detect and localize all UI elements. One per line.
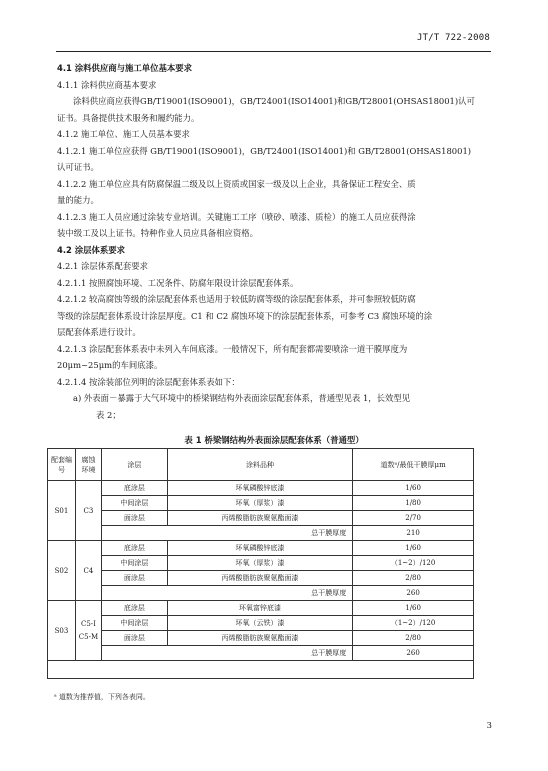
coating-layer: 中间涂层: [101, 496, 167, 511]
coating-product: 环氧（厚浆）漆: [167, 496, 352, 511]
body-line: 4.2.1 涂层体系配套要求: [57, 261, 148, 271]
system-code: S01: [48, 481, 76, 541]
coating-layer: 面涂层: [101, 631, 167, 646]
header-rule: [56, 51, 491, 52]
header-env: 腐蚀环境: [75, 449, 101, 481]
coating-product: 环氧磷酸锌底漆: [167, 541, 352, 556]
coating-layer: 底涂层: [101, 541, 167, 556]
body-line: 20μm~25μm的车间底漆。: [57, 360, 163, 370]
coating-layer: 面涂层: [101, 511, 167, 526]
table-footnote: ᵃ 道数为推荐值，下列各表同。: [54, 693, 150, 701]
coats-thickness: （1~2）/120: [353, 616, 474, 631]
coating-product: 丙烯酸脂肪族聚氨酯面漆: [167, 511, 352, 526]
table-row: [48, 616, 474, 631]
system-code: S03: [48, 601, 76, 661]
body-line: 4.1.2.3 施工人员应通过涂装专业培训。关键施工工序（喷砂、喷漆、质检）的施工人员应获得涂: [57, 212, 416, 222]
coats-thickness: （1~2）/120: [353, 556, 474, 571]
body-line: 装中级工及以上证书。特种作业人员应具备相应资格。: [57, 228, 258, 238]
coats-thickness: 1/60: [353, 541, 474, 556]
env-label: C4: [83, 566, 94, 575]
body-line: 涂料供应商应获得GB/T19001(ISO9001)，GB/T24001(ISO14001)和GB/T28001(OHSAS18001)认可: [73, 96, 475, 106]
system-code: S02: [48, 541, 76, 601]
total-row: [48, 526, 474, 541]
table-row: [48, 556, 474, 571]
coating-product: 环氧（厚浆）漆: [167, 556, 352, 571]
body-line: 表 2；: [96, 410, 121, 420]
standard-code: JT/T 722-2008: [416, 33, 490, 43]
table-caption: 表 1 桥梁钢结构外表面涂层配套体系（普通型）: [184, 435, 364, 445]
table-row: [48, 541, 474, 556]
table-header-row: [48, 449, 474, 481]
total-thickness: 260: [353, 586, 474, 601]
total-label: 总干膜厚度: [101, 586, 352, 601]
body-line: a) 外表面－暴露于大气环境中的桥梁钢结构外表面涂层配套体系，普通型见表 1，长效型见: [73, 393, 411, 403]
header-thickness: 道数ᵃ/最低干膜厚μm: [353, 449, 474, 481]
coating-layer: 中间涂层: [101, 556, 167, 571]
header-layer: 涂层: [101, 449, 167, 481]
body-line: 4.1.2.1 施工单位应获得 GB/T19001(ISO9001)，GB/T24001(ISO14001)和 GB/T28001(OHSAS18001): [57, 146, 472, 156]
header-code: 配套编号: [48, 449, 76, 481]
total-thickness: 210: [353, 526, 474, 541]
coats-thickness: 2/80: [353, 571, 474, 586]
table-row: [48, 481, 474, 496]
total-label: 总干膜厚度: [101, 526, 352, 541]
table-row: [48, 511, 474, 526]
coats-thickness: 2/70: [353, 511, 474, 526]
body-line: 4.2 涂层体系要求: [57, 245, 126, 255]
body-line: 4.2.1.4 按涂装部位列明的涂层配套体系表如下：: [57, 377, 240, 387]
total-row: [48, 586, 474, 601]
total-thickness: 260: [353, 646, 474, 661]
body-line: 4.1.2 施工单位、施工人员基本要求: [57, 129, 190, 139]
corrosion-env: [75, 541, 101, 601]
body-line: 4.2.1.3 涂层配套体系表中未列入车间底漆。一般情况下，所有配套都需要喷涂一道干膜厚度为: [57, 344, 408, 354]
coating-layer: 面涂层: [101, 571, 167, 586]
coats-thickness: 1/80: [353, 496, 474, 511]
table-row: [48, 601, 474, 616]
body-line: 等级的涂层配套体系设计涂层厚度。C1 和 C2 腐蚀环境下的涂层配套体系，可参考 C3 腐蚀环境的涂: [57, 311, 433, 321]
body-line: 4.2.1.1 按照腐蚀环境、工况条件、防腐年限设计涂层配套体系。: [57, 278, 299, 288]
coats-thickness: 1/60: [353, 601, 474, 616]
table-row: [48, 496, 474, 511]
footnote-cell: [48, 661, 474, 679]
coating-product: 丙烯酸脂肪族聚氨酯面漆: [167, 631, 352, 646]
corrosion-env: [75, 601, 101, 661]
coating-product: 环氧富锌底漆: [167, 601, 352, 616]
coating-product: 环氧（云铁）漆: [167, 616, 352, 631]
body-line: 4.1.2.2 施工单位应具有防腐保温二级及以上资质或国家一级及以上企业，具备保证工程安全、质: [57, 179, 416, 189]
total-label: 总干膜厚度: [101, 646, 352, 661]
body-line: 4.1 涂料供应商与施工单位基本要求: [57, 63, 193, 73]
table-footnote-row: [48, 661, 474, 679]
coating-product: 环氧磷酸锌底漆: [167, 481, 352, 496]
coats-thickness: 1/60: [353, 481, 474, 496]
coating-layer: 底涂层: [101, 481, 167, 496]
table-row: [48, 631, 474, 646]
coats-thickness: 2/80: [353, 631, 474, 646]
body-line: 证书。具备提供技术服务和履约能力。: [57, 113, 200, 123]
body-line: 4.2.1.2 较高腐蚀等级的涂层配套体系也适用于较低防腐等级的涂层配套体系，并可参照较低防腐: [57, 294, 416, 304]
env-label: C5-M: [78, 633, 99, 641]
env-label: C3: [83, 506, 94, 515]
coating-layer: 中间涂层: [101, 616, 167, 631]
coating-product: 丙烯酸脂肪族聚氨酯面漆: [167, 571, 352, 586]
header-product: 涂料品种: [167, 449, 352, 481]
coating-layer: 底涂层: [101, 601, 167, 616]
coating-system-table: [47, 448, 474, 679]
body-line: 认可证书。: [57, 162, 99, 172]
page-number: 3: [486, 720, 492, 730]
corrosion-env: [75, 481, 101, 541]
env-label: C5-I: [80, 620, 96, 628]
body-line: 量的能力。: [57, 195, 99, 205]
body-line: 4.1.1 涂料供应商基本要求: [57, 80, 157, 90]
table-row: [48, 571, 474, 586]
body-line: 层配套体系进行设计。: [57, 327, 141, 337]
total-row: [48, 646, 474, 661]
